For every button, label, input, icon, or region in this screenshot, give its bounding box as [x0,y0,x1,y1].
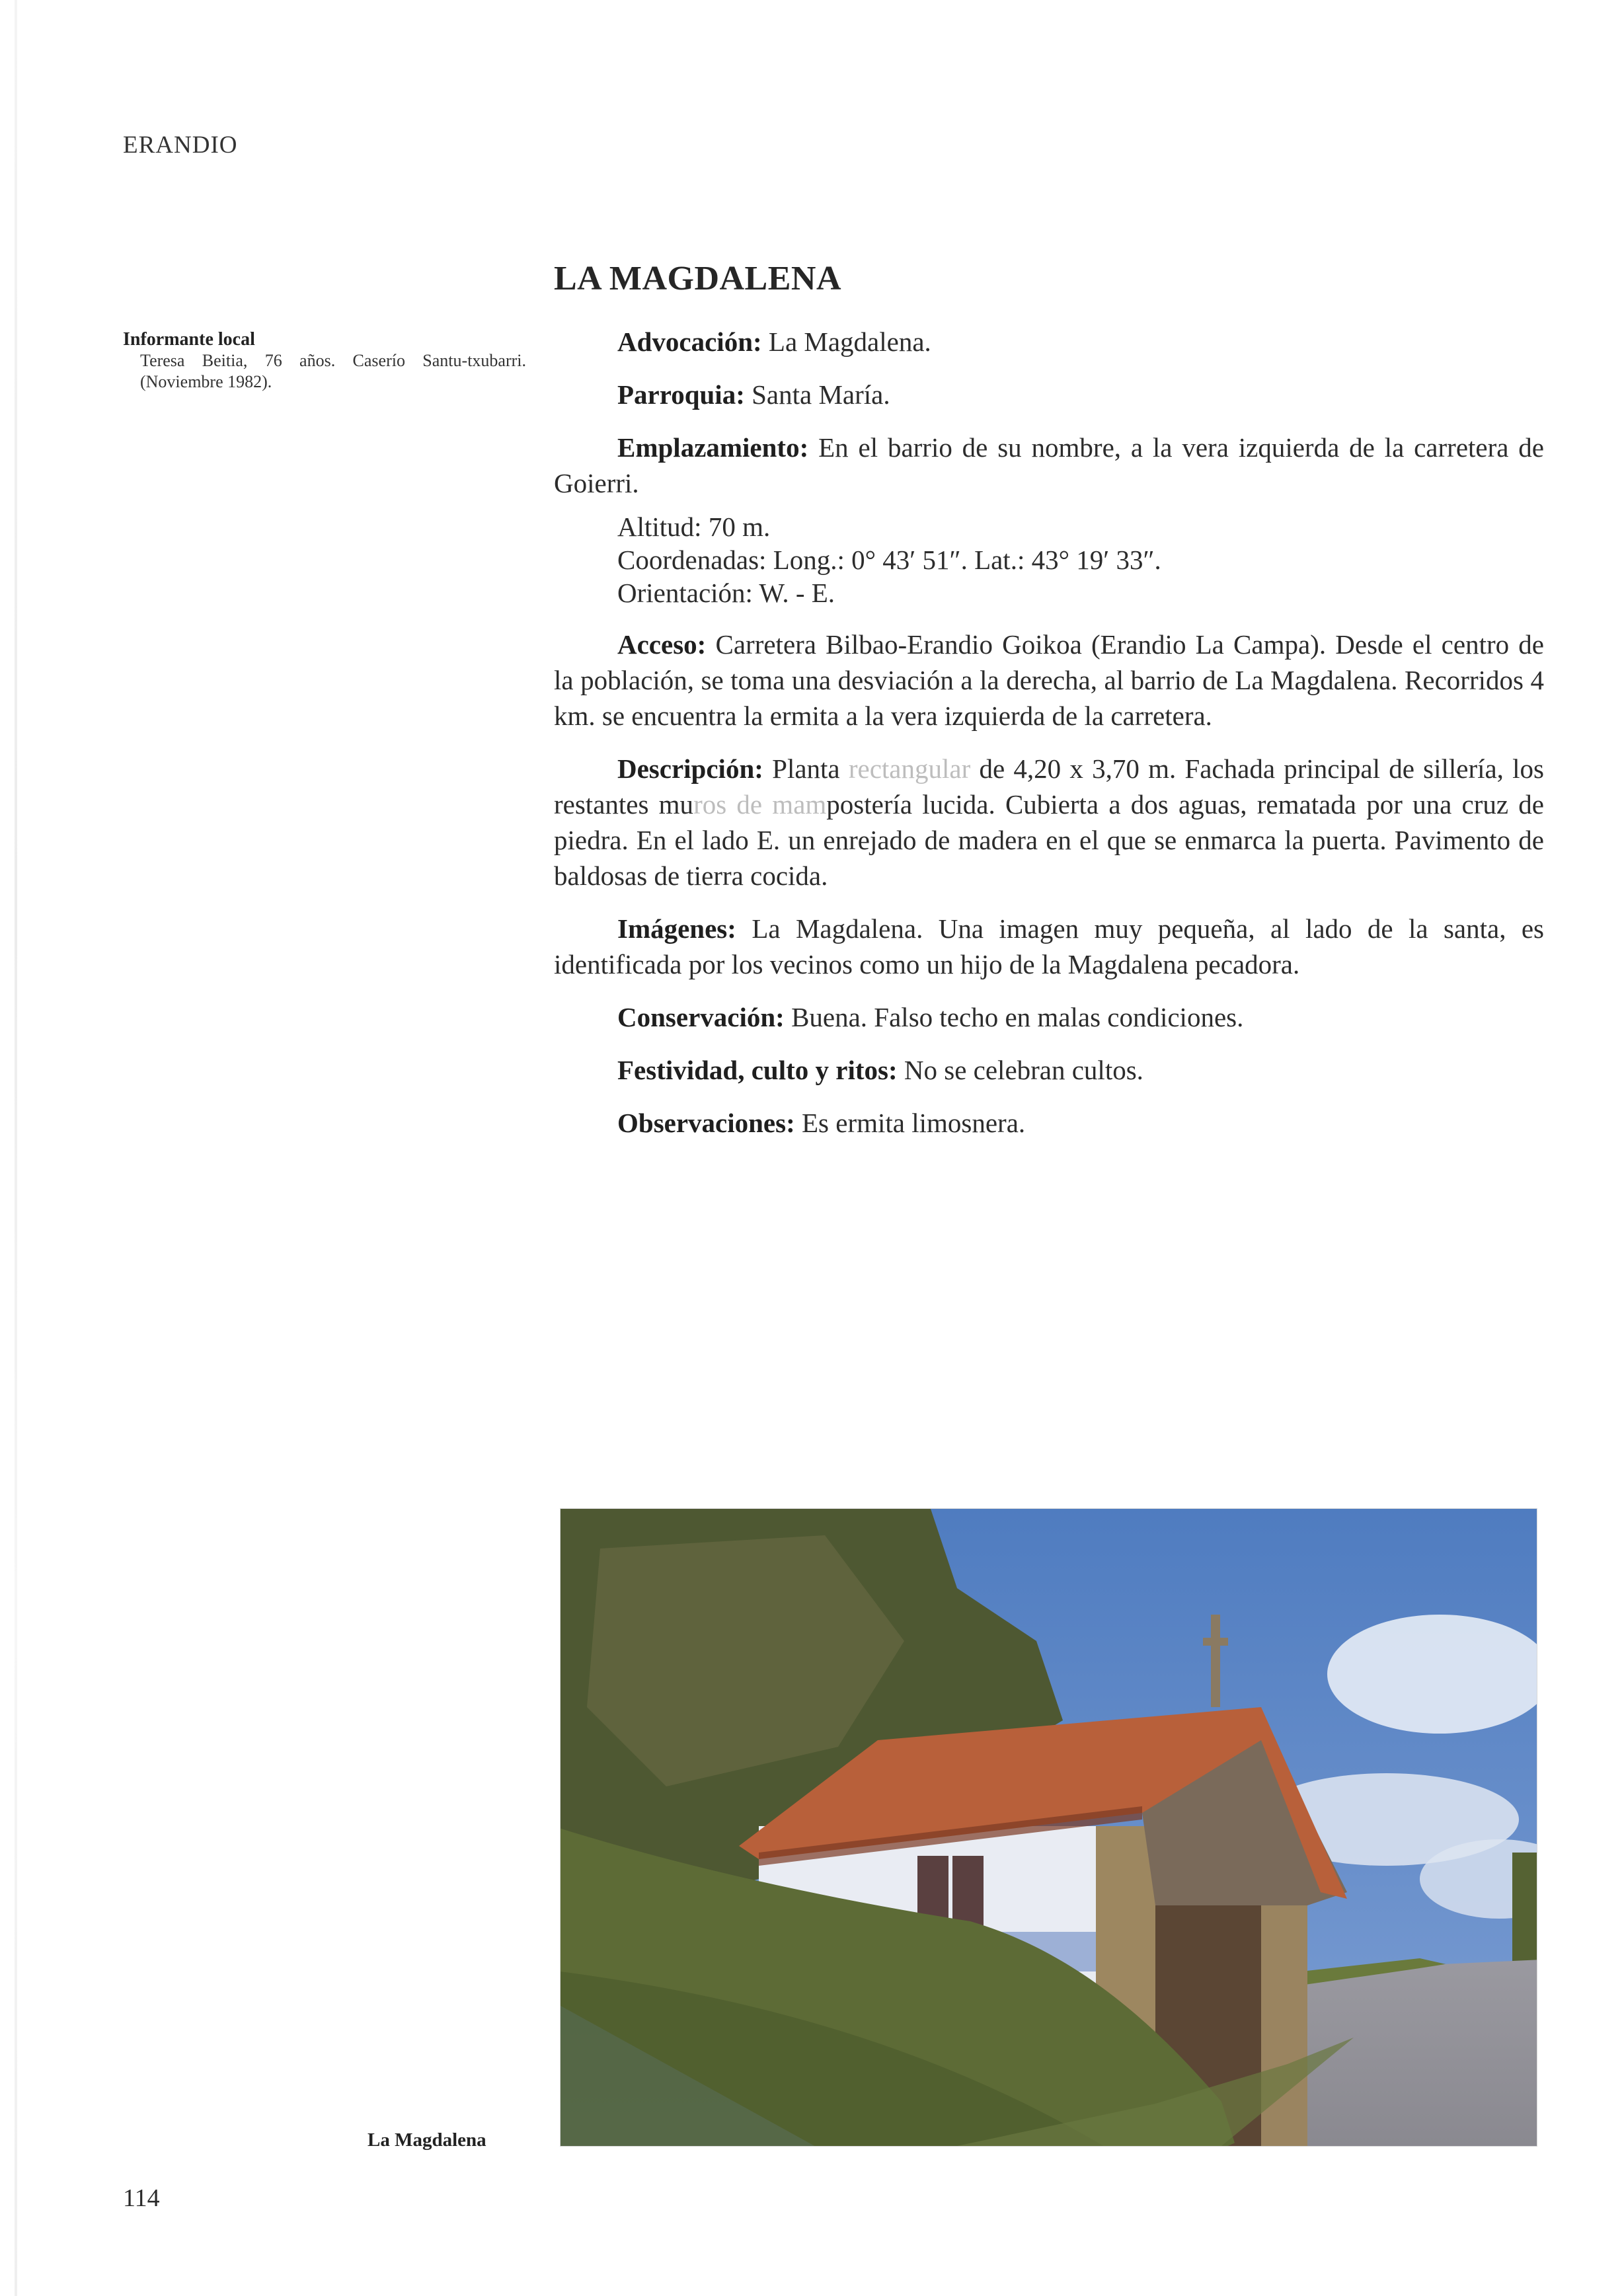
stone-pillar-right [1261,1905,1307,2146]
stone-cross-arm [1203,1638,1228,1646]
field-label: Festividad, culto y ritos: [617,1055,898,1085]
field-value-part: postería lucida. Cubierta a dos aguas, rematada por una cruz de piedra. En el lado E. un enrejado de madera en el que se enmarca la puerta. Pavimento de baldosas de tierra cocida. [554,789,1544,891]
location-details [617,510,1544,609]
field-value: Buena. Falso techo en malas condiciones. [791,1002,1244,1032]
entry-body [554,324,1544,1158]
field-value: Carretera Bilbao-Erandio Goikoa (Erandio La Campa). Desde el centro de la población, se toma una desviación a la derecha, al barrio de La Magdalena. Recorridos 4 km. se encuentra la ermita a la vera izquierda de la carretera. [554,629,1545,731]
field-label: Parroquia: [617,379,745,410]
field-festividad [554,1052,1544,1088]
page-number: 114 [123,2184,160,2212]
field-emplazamiento [554,430,1544,501]
field-label: Advocación: [617,326,762,357]
photo-illustration [561,1509,1537,2146]
page-title: LA MAGDALENA [554,260,842,297]
field-label: Acceso: [617,629,707,660]
field-value: La Magdalena. [768,326,931,357]
field-conservacion [554,999,1544,1035]
field-parroquia [554,377,1544,412]
altitude: Altitud: 70 m. [617,512,771,542]
informant-text: Teresa Beitia, 76 años. Caserío Santu-txubarri. (Noviembre 1982). [140,351,526,391]
field-label: Conservación: [617,1002,785,1032]
scan-edge [15,0,17,2296]
field-observaciones [554,1105,1544,1141]
field-label: Emplazamiento: [617,432,809,463]
hermitage-photo [561,1509,1537,2146]
orientation: Orientación: W. - E. [617,578,835,608]
stone-cross-shaft [1211,1615,1220,1707]
informant-note [123,329,526,393]
field-value-part: Planta [772,753,849,784]
field-label: Observaciones: [617,1108,795,1138]
field-value: Santa María. [752,379,890,410]
field-label: Descripción: [617,753,763,784]
faded-text: ros de mam [693,789,827,820]
coordinates: Coordenadas: Long.: 0° 43′ 51″. Lat.: 43° 19′ 33″. [617,545,1161,575]
field-value: No se celebran cultos. [904,1055,1143,1085]
running-head: ERANDIO [123,132,238,159]
faded-text: rectangular [848,753,971,784]
field-value: La Magdalena. Una imagen muy pequeña, al lado de la santa, es identificada por los vecinos como un hijo de la Magdalena pecadora. [554,913,1544,979]
informant-label: Informante local [123,329,255,350]
field-descripcion [554,751,1544,894]
field-acceso [554,627,1544,734]
field-imagenes [554,911,1544,982]
field-advocacion [554,324,1544,360]
field-value: En el barrio de su nombre, a la vera izquierda de la carretera de Goierri. [554,432,1544,498]
photo-caption: La Magdalena [367,2129,486,2151]
field-value-part: de 4,20 x 3,70 m. Fachada principal de sillería, los restantes mu [554,753,1545,820]
field-label: Imágenes: [617,913,736,944]
field-value: Es ermita limosnera. [802,1108,1026,1138]
